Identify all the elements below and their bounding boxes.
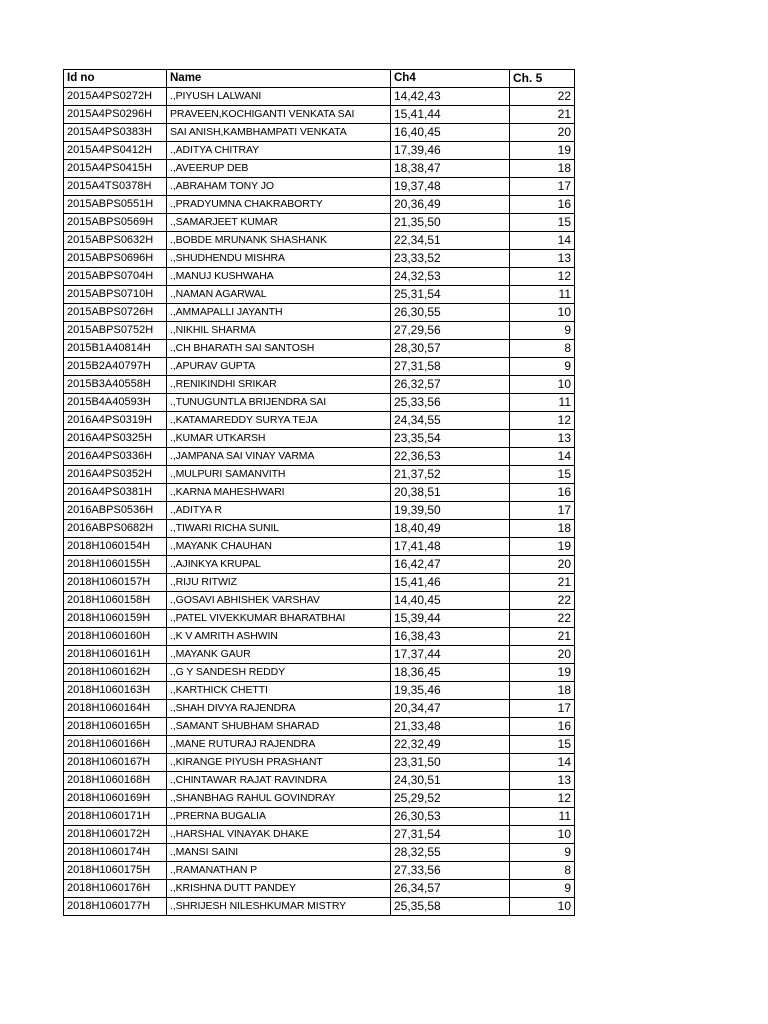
cell-ch5: 20 (510, 124, 575, 142)
header-id: Id no (64, 70, 167, 88)
cell-ch4: 18,40,49 (391, 520, 510, 538)
cell-ch5: 20 (510, 556, 575, 574)
cell-id: 2015A4PS0415H (64, 160, 167, 178)
cell-name: .,NAMAN AGARWAL (167, 286, 391, 304)
table-row (64, 898, 575, 916)
table-row (64, 322, 575, 340)
cell-name: .,G Y SANDESH REDDY (167, 664, 391, 682)
cell-ch5: 10 (510, 826, 575, 844)
table-row (64, 826, 575, 844)
cell-ch5: 10 (510, 898, 575, 916)
cell-ch5: 15 (510, 214, 575, 232)
cell-id: 2018H1060158H (64, 592, 167, 610)
table-row (64, 718, 575, 736)
cell-ch5: 17 (510, 502, 575, 520)
table-row (64, 394, 575, 412)
cell-ch4: 18,36,45 (391, 664, 510, 682)
table-row (64, 880, 575, 898)
table-row (64, 520, 575, 538)
cell-ch4: 25,29,52 (391, 790, 510, 808)
cell-ch4: 28,30,57 (391, 340, 510, 358)
cell-name: .,SHANBHAG RAHUL GOVINDRAY (167, 790, 391, 808)
header-ch4: Ch4 (391, 70, 510, 88)
cell-name: .,RIJU RITWIZ (167, 574, 391, 592)
table-row (64, 790, 575, 808)
cell-ch4: 27,31,54 (391, 826, 510, 844)
header-ch5: Ch. 5 (510, 70, 575, 88)
cell-ch5: 13 (510, 772, 575, 790)
table-row (64, 484, 575, 502)
cell-ch4: 22,32,49 (391, 736, 510, 754)
table-row (64, 268, 575, 286)
cell-name: .,KATAMAREDDY SURYA TEJA (167, 412, 391, 430)
cell-id: 2018H1060154H (64, 538, 167, 556)
cell-name: .,MULPURI SAMANVITH (167, 466, 391, 484)
table-row (64, 142, 575, 160)
cell-ch5: 15 (510, 736, 575, 754)
cell-ch4: 19,39,50 (391, 502, 510, 520)
cell-id: 2018H1060172H (64, 826, 167, 844)
table-row (64, 466, 575, 484)
table-row (64, 538, 575, 556)
cell-ch4: 15,41,44 (391, 106, 510, 124)
table-row (64, 592, 575, 610)
cell-id: 2015ABPS0726H (64, 304, 167, 322)
cell-ch5: 14 (510, 754, 575, 772)
cell-id: 2018H1060174H (64, 844, 167, 862)
cell-ch5: 21 (510, 628, 575, 646)
table-row (64, 772, 575, 790)
table-row (64, 88, 575, 106)
cell-id: 2018H1060162H (64, 664, 167, 682)
cell-ch4: 26,30,53 (391, 808, 510, 826)
cell-id: 2018H1060169H (64, 790, 167, 808)
table-row (64, 376, 575, 394)
cell-ch5: 19 (510, 664, 575, 682)
cell-ch4: 14,40,45 (391, 592, 510, 610)
cell-id: 2016A4PS0336H (64, 448, 167, 466)
cell-id: 2018H1060164H (64, 700, 167, 718)
cell-ch4: 21,37,52 (391, 466, 510, 484)
cell-id: 2018H1060163H (64, 682, 167, 700)
cell-ch5: 9 (510, 358, 575, 376)
cell-ch4: 19,37,48 (391, 178, 510, 196)
cell-id: 2018H1060175H (64, 862, 167, 880)
cell-name: .,TUNUGUNTLA BRIJENDRA SAI (167, 394, 391, 412)
cell-ch5: 12 (510, 790, 575, 808)
cell-id: 2015B1A40814H (64, 340, 167, 358)
table-row (64, 844, 575, 862)
table-row (64, 412, 575, 430)
table-row (64, 808, 575, 826)
cell-ch5: 9 (510, 880, 575, 898)
cell-ch5: 19 (510, 142, 575, 160)
cell-id: 2018H1060177H (64, 898, 167, 916)
cell-ch5: 11 (510, 286, 575, 304)
cell-ch5: 12 (510, 268, 575, 286)
cell-name: .,K V AMRITH ASHWIN (167, 628, 391, 646)
cell-id: 2018H1060159H (64, 610, 167, 628)
table-row (64, 556, 575, 574)
cell-id: 2018H1060168H (64, 772, 167, 790)
student-table (63, 69, 575, 916)
cell-id: 2016A4PS0325H (64, 430, 167, 448)
cell-id: 2015ABPS0696H (64, 250, 167, 268)
cell-id: 2015ABPS0704H (64, 268, 167, 286)
cell-name: .,AMMAPALLI JAYANTH (167, 304, 391, 322)
cell-ch4: 14,42,43 (391, 88, 510, 106)
cell-ch4: 24,34,55 (391, 412, 510, 430)
table-row (64, 286, 575, 304)
cell-ch4: 23,31,50 (391, 754, 510, 772)
cell-ch4: 25,35,58 (391, 898, 510, 916)
cell-name: .,HARSHAL VINAYAK DHAKE (167, 826, 391, 844)
cell-ch5: 14 (510, 448, 575, 466)
cell-id: 2015B3A40558H (64, 376, 167, 394)
cell-ch5: 20 (510, 646, 575, 664)
cell-ch5: 22 (510, 610, 575, 628)
cell-name: .,PRERNA BUGALIA (167, 808, 391, 826)
cell-name: .,SHAH DIVYA RAJENDRA (167, 700, 391, 718)
cell-name: .,BOBDE MRUNANK SHASHANK (167, 232, 391, 250)
cell-id: 2015ABPS0710H (64, 286, 167, 304)
table-row (64, 196, 575, 214)
table-row (64, 250, 575, 268)
cell-name: .,ADITYA R (167, 502, 391, 520)
cell-name: .,RENIKINDHI SRIKAR (167, 376, 391, 394)
cell-name: .,CH BHARATH SAI SANTOSH (167, 340, 391, 358)
table-row (64, 862, 575, 880)
cell-ch4: 20,36,49 (391, 196, 510, 214)
cell-ch5: 19 (510, 538, 575, 556)
cell-name: .,KIRANGE PIYUSH PRASHANT (167, 754, 391, 772)
cell-ch5: 22 (510, 592, 575, 610)
cell-id: 2015ABPS0632H (64, 232, 167, 250)
cell-name: PRAVEEN,KOCHIGANTI VENKATA SAI (167, 106, 391, 124)
cell-id: 2015B4A40593H (64, 394, 167, 412)
cell-id: 2016A4PS0381H (64, 484, 167, 502)
cell-name: .,CHINTAWAR RAJAT RAVINDRA (167, 772, 391, 790)
cell-name: .,APURAV GUPTA (167, 358, 391, 376)
cell-id: 2018H1060171H (64, 808, 167, 826)
cell-name: .,MANE RUTURAJ RAJENDRA (167, 736, 391, 754)
cell-id: 2018H1060166H (64, 736, 167, 754)
table-row (64, 160, 575, 178)
cell-name: .,GOSAVI ABHISHEK VARSHAV (167, 592, 391, 610)
cell-id: 2016A4PS0352H (64, 466, 167, 484)
cell-name: .,KARTHICK CHETTI (167, 682, 391, 700)
cell-ch5: 16 (510, 196, 575, 214)
cell-ch5: 9 (510, 844, 575, 862)
cell-ch4: 23,33,52 (391, 250, 510, 268)
table-row (64, 682, 575, 700)
cell-id: 2015A4PS0383H (64, 124, 167, 142)
cell-ch4: 27,33,56 (391, 862, 510, 880)
table-row (64, 448, 575, 466)
table-row (64, 646, 575, 664)
cell-name: .,JAMPANA SAI VINAY VARMA (167, 448, 391, 466)
cell-name: .,MANUJ KUSHWAHA (167, 268, 391, 286)
table-row (64, 610, 575, 628)
cell-name: .,SAMARJEET KUMAR (167, 214, 391, 232)
cell-name: .,ABRAHAM TONY JO (167, 178, 391, 196)
cell-id: 2015ABPS0752H (64, 322, 167, 340)
cell-id: 2018H1060160H (64, 628, 167, 646)
cell-id: 2015ABPS0551H (64, 196, 167, 214)
cell-ch5: 18 (510, 520, 575, 538)
cell-ch5: 21 (510, 106, 575, 124)
cell-ch4: 19,35,46 (391, 682, 510, 700)
cell-ch5: 13 (510, 430, 575, 448)
cell-name: .,KARNA MAHESHWARI (167, 484, 391, 502)
cell-ch5: 16 (510, 484, 575, 502)
cell-id: 2018H1060161H (64, 646, 167, 664)
cell-ch4: 26,32,57 (391, 376, 510, 394)
cell-name: .,MANSI SAINI (167, 844, 391, 862)
table-row (64, 574, 575, 592)
cell-id: 2015A4PS0296H (64, 106, 167, 124)
cell-ch4: 17,37,44 (391, 646, 510, 664)
cell-ch4: 25,31,54 (391, 286, 510, 304)
cell-ch5: 12 (510, 412, 575, 430)
cell-ch4: 24,32,53 (391, 268, 510, 286)
cell-ch4: 26,34,57 (391, 880, 510, 898)
table-row (64, 232, 575, 250)
table-row (64, 700, 575, 718)
cell-name: .,NIKHIL SHARMA (167, 322, 391, 340)
cell-ch5: 18 (510, 682, 575, 700)
cell-ch5: 21 (510, 574, 575, 592)
cell-id: 2015A4TS0378H (64, 178, 167, 196)
cell-ch4: 27,29,56 (391, 322, 510, 340)
cell-ch4: 27,31,58 (391, 358, 510, 376)
cell-ch4: 20,38,51 (391, 484, 510, 502)
cell-ch5: 10 (510, 376, 575, 394)
cell-ch4: 15,39,44 (391, 610, 510, 628)
table-row (64, 358, 575, 376)
table-row (64, 430, 575, 448)
cell-ch4: 21,35,50 (391, 214, 510, 232)
table-row (64, 106, 575, 124)
table-row (64, 124, 575, 142)
cell-id: 2015B2A40797H (64, 358, 167, 376)
table-row (64, 502, 575, 520)
cell-ch5: 16 (510, 718, 575, 736)
header-name: Name (167, 70, 391, 88)
cell-id: 2018H1060165H (64, 718, 167, 736)
cell-ch4: 28,32,55 (391, 844, 510, 862)
cell-name: .,MAYANK GAUR (167, 646, 391, 664)
table-row (64, 628, 575, 646)
table-row (64, 736, 575, 754)
cell-name: .,MAYANK CHAUHAN (167, 538, 391, 556)
cell-ch4: 23,35,54 (391, 430, 510, 448)
cell-id: 2016ABPS0682H (64, 520, 167, 538)
cell-ch4: 18,38,47 (391, 160, 510, 178)
cell-ch5: 11 (510, 394, 575, 412)
cell-ch5: 14 (510, 232, 575, 250)
cell-id: 2015A4PS0272H (64, 88, 167, 106)
cell-ch5: 9 (510, 322, 575, 340)
table-header-row (64, 70, 575, 88)
cell-name: .,ADITYA CHITRAY (167, 142, 391, 160)
cell-ch5: 17 (510, 178, 575, 196)
cell-ch4: 22,34,51 (391, 232, 510, 250)
cell-id: 2018H1060176H (64, 880, 167, 898)
cell-id: 2015A4PS0412H (64, 142, 167, 160)
cell-ch4: 16,40,45 (391, 124, 510, 142)
cell-ch5: 8 (510, 340, 575, 358)
cell-ch4: 16,42,47 (391, 556, 510, 574)
cell-ch5: 22 (510, 88, 575, 106)
table-row (64, 754, 575, 772)
cell-name: .,KRISHNA DUTT PANDEY (167, 880, 391, 898)
cell-ch5: 10 (510, 304, 575, 322)
cell-ch4: 15,41,46 (391, 574, 510, 592)
table-row (64, 340, 575, 358)
cell-name: .,RAMANATHAN P (167, 862, 391, 880)
cell-name: .,PATEL VIVEKKUMAR BHARATBHAI (167, 610, 391, 628)
cell-ch4: 22,36,53 (391, 448, 510, 466)
cell-name: .,PIYUSH LALWANI (167, 88, 391, 106)
cell-ch4: 21,33,48 (391, 718, 510, 736)
cell-id: 2018H1060155H (64, 556, 167, 574)
cell-ch5: 18 (510, 160, 575, 178)
cell-id: 2018H1060157H (64, 574, 167, 592)
cell-ch4: 24,30,51 (391, 772, 510, 790)
cell-name: .,AJINKYA KRUPAL (167, 556, 391, 574)
cell-ch4: 17,39,46 (391, 142, 510, 160)
cell-name: .,SAMANT SHUBHAM SHARAD (167, 718, 391, 736)
cell-ch5: 8 (510, 862, 575, 880)
cell-ch5: 17 (510, 700, 575, 718)
table-row (64, 304, 575, 322)
cell-id: 2015ABPS0569H (64, 214, 167, 232)
cell-ch4: 25,33,56 (391, 394, 510, 412)
cell-ch4: 20,34,47 (391, 700, 510, 718)
cell-id: 2016A4PS0319H (64, 412, 167, 430)
cell-name: .,KUMAR UTKARSH (167, 430, 391, 448)
cell-id: 2016ABPS0536H (64, 502, 167, 520)
cell-name: .,SHRIJESH NILESHKUMAR MISTRY (167, 898, 391, 916)
cell-name: .,TIWARI RICHA SUNIL (167, 520, 391, 538)
cell-ch5: 13 (510, 250, 575, 268)
table-row (64, 178, 575, 196)
cell-ch5: 15 (510, 466, 575, 484)
cell-name: .,AVEERUP DEB (167, 160, 391, 178)
cell-name: .,PRADYUMNA CHAKRABORTY (167, 196, 391, 214)
table-row (64, 664, 575, 682)
cell-ch5: 11 (510, 808, 575, 826)
cell-name: SAI ANISH,KAMBHAMPATI VENKATA (167, 124, 391, 142)
cell-ch4: 16,38,43 (391, 628, 510, 646)
table-row (64, 214, 575, 232)
cell-ch4: 17,41,48 (391, 538, 510, 556)
cell-ch4: 26,30,55 (391, 304, 510, 322)
cell-name: .,SHUDHENDU MISHRA (167, 250, 391, 268)
cell-id: 2018H1060167H (64, 754, 167, 772)
